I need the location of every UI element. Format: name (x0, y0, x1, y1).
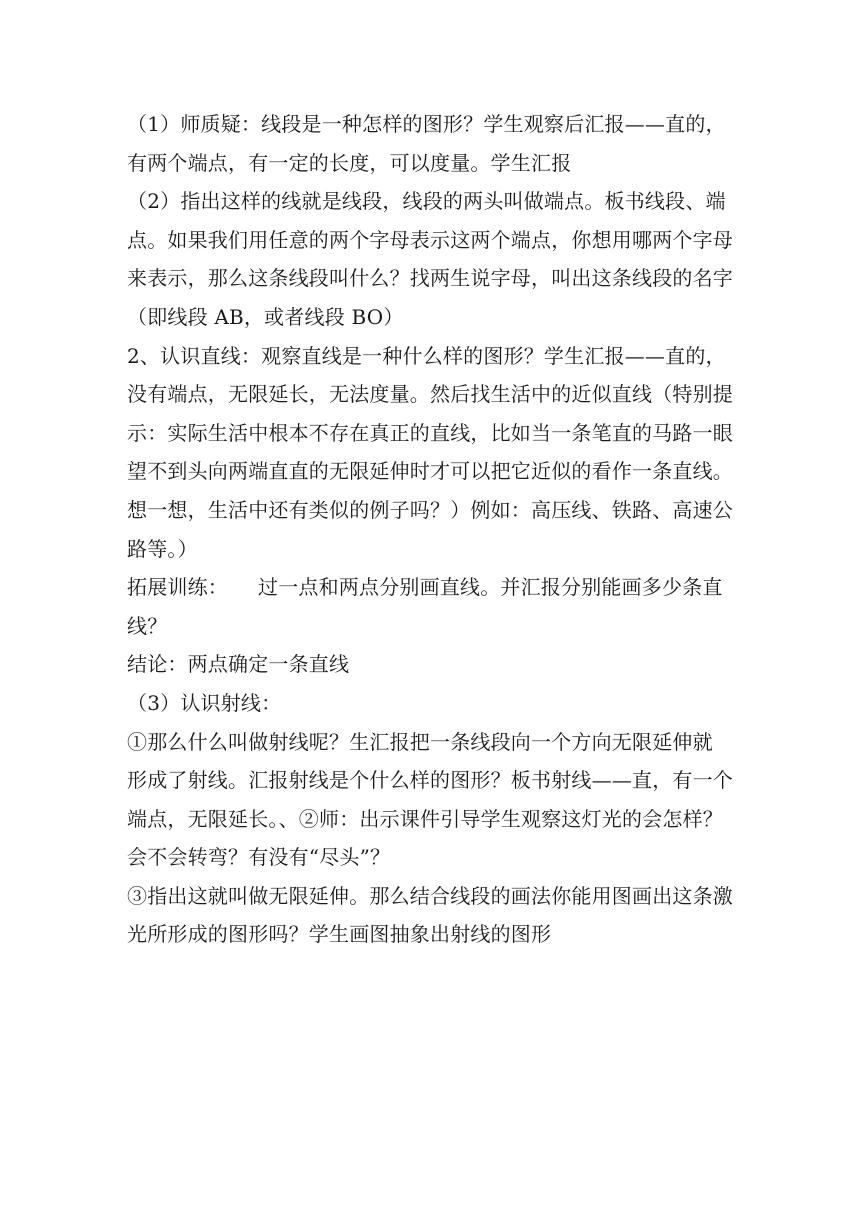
text-line: （2）指出这样的线就是线段，线段的两头叫做端点。板书线段、端 (127, 189, 726, 214)
text-line: 想一想，生活中还有类似的例子吗？）例如：高压线、铁路、高速公 (127, 497, 733, 522)
text-line: ③指出这就叫做无限延伸。那么结合线段的画法你能用图画出这条激 (127, 883, 733, 908)
extension-training-text: 过一点和两点分别画直线。并汇报分别能画多少条直 (258, 575, 723, 600)
text-line: 示：实际生活中根本不存在真正的直线，比如当一条笔直的马路一眼 (127, 420, 733, 445)
text-line: 没有端点，无限延长，无法度量。然后找生活中的近似直线（特别提 (127, 382, 733, 407)
extension-training-label: 拓展训练： (127, 575, 228, 600)
text-line: （3）认识射线： (127, 690, 282, 715)
text-line: 结论：两点确定一条直线 (127, 652, 350, 677)
text-line: 有两个端点，有一定的长度，可以度量。学生汇报 (127, 150, 572, 175)
extension-training-line (127, 568, 739, 607)
text-line: 路等。） (127, 536, 198, 561)
text-line: 光所形成的图形吗？学生画图抽象出射线的图形 (127, 922, 552, 947)
text-line: 望不到头向两端直直的无限延伸时才可以把它近似的看作一条直线。 (127, 459, 733, 484)
text-line: 2、认识直线：观察直线是一种什么样的图形？学生汇报——直的， (127, 343, 726, 368)
text-line: 来表示，那么这条线段叫什么？找两生说字母，叫出这条线段的名字 (127, 266, 733, 291)
text-line: 线？ (127, 613, 168, 638)
text-line: 点。如果我们用任意的两个字母表示这两个端点，你想用哪两个字母 (127, 227, 733, 252)
text-line: 会不会转弯？有没有“尽头”？ (127, 845, 391, 870)
document-body (127, 105, 739, 954)
text-line: 形成了射线。汇报射线是个什么样的图形？板书射线——直，有一个 (127, 768, 733, 793)
text-line: （1）师质疑：线段是一种怎样的图形？学生观察后汇报——直的， (127, 112, 726, 136)
text-line: （即线段 AB，或者线段 BO） (127, 304, 404, 329)
text-line: 端点，无限延长。、②师：出示课件引导学生观察这灯光的会怎样？ (127, 806, 723, 831)
text-line: ①那么什么叫做射线呢？生汇报把一条线段向一个方向无限延伸就 (127, 729, 713, 754)
